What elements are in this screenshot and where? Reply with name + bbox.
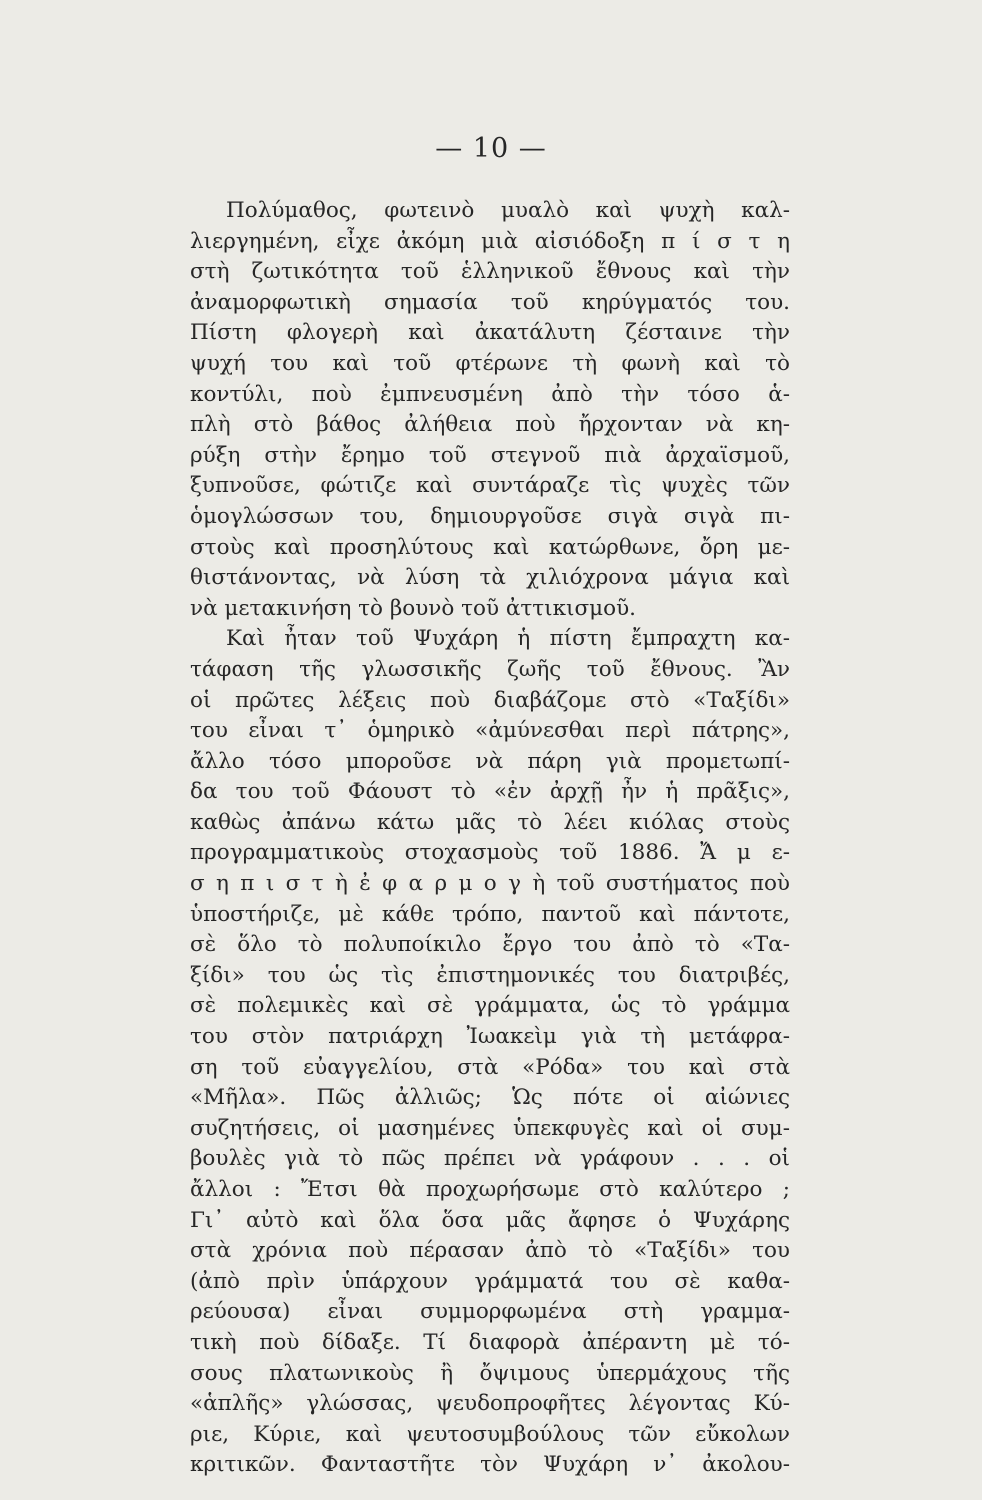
text-line: Πίστη φλογερὴ καὶ ἀκατάλυτη ζέσταινε τὴν: [190, 320, 790, 346]
text-line: λιεργημένη, εἶχε ἀκόμη μιὰ αἰσιόδοξη π ί σ τ η: [190, 228, 790, 254]
text-line: οἱ πρῶτες λέξεις ποὺ διαβάζομε στὸ «Ταξίδι»: [190, 687, 790, 713]
text-line: στὰ χρόνια ποὺ πέρασαν ἀπὸ τὸ «Ταξίδι» του: [190, 1238, 790, 1264]
text-line: σους πλατωνικοὺς ἢ ὄψιμους ὑπερμάχους τῆς: [190, 1360, 790, 1386]
text-line: τάφαση τῆς γλωσσικῆς ζωῆς τοῦ ἔθνους. Ἂν: [190, 656, 790, 682]
text-line: ὁμογλώσσων του, δημιουργοῦσε σιγὰ σιγὰ πι-: [190, 503, 790, 529]
text-line: ξίδι» του ὡς τὶς ἐπιστημονικές του διατριβές,: [190, 962, 790, 988]
text-line: στὴ ζωτικότητα τοῦ ἑλληνικοῦ ἔθνους καὶ τὴν: [190, 259, 790, 285]
text-line: ριε, Κύριε, καὶ ψευτοσυμβούλους τῶν εὔκολων: [190, 1421, 790, 1447]
text-line: ὑποστήριζε, μὲ κάθε τρόπο, παντοῦ καὶ πάντοτε,: [190, 901, 790, 927]
text-line: ρύξη στὴν ἔρημο τοῦ στεγνοῦ πιὰ ἀρχαϊσμοῦ,: [190, 442, 790, 468]
text-line: ψυχή του καὶ τοῦ φτέρωνε τὴ φωνὴ καὶ τὸ: [190, 350, 790, 376]
text-line: (ἀπὸ πρὶν ὑπάρχουν γράμματά του σὲ καθα-: [190, 1268, 790, 1294]
text-line: του εἶναι τ᾽ ὁμηρικὸ «ἀμύνεσθαι περὶ πάτρης»,: [190, 718, 790, 744]
text-line: ξυπνοῦσε, φώτιζε καὶ συντάραζε τὶς ψυχὲς τῶν: [190, 473, 790, 499]
text-line: καθὼς ἀπάνω κάτω μᾶς τὸ λέει κιόλας στοὺς: [190, 809, 790, 835]
text-line: Πολύμαθος, φωτεινὸ μυαλὸ καὶ ψυχὴ καλ-: [226, 198, 790, 223]
text-line: κριτικῶν. Φανταστῆτε τὸν Ψυχάρη ν᾽ ἀκολου-: [190, 1452, 790, 1478]
text-line: σὲ πολεμικὲς καὶ σὲ γράμματα, ὡς τὸ γράμμα: [190, 993, 790, 1019]
body-text: [190, 196, 790, 1481]
text-line: ἄλλο τόσο μποροῦσε νὰ πάρη γιὰ προμετωπί-: [190, 748, 790, 774]
text-line: συζητήσεις, οἱ μασημένες ὑπεκφυγὲς καὶ οἱ συμ-: [190, 1115, 790, 1141]
text-line: ἀναμορφωτικὴ σημασία τοῦ κηρύγματός του.: [190, 289, 790, 315]
text-line: του στὸν πατριάρχη Ἰωακεὶμ γιὰ τὴ μετάφρα-: [190, 1024, 790, 1050]
text-line: τικὴ ποὺ δίδαξε. Τί διαφορὰ ἀπέραντη μὲ τό-: [190, 1329, 790, 1355]
text-line: ρεύουσα) εἶναι συμμορφωμένα στὴ γραμμα-: [190, 1299, 790, 1325]
text-line: βουλὲς γιὰ τὸ πῶς πρέπει νὰ γράφουν . . . οἱ: [190, 1146, 790, 1172]
text-line: Γι᾽ αὐτὸ καὶ ὅλα ὅσα μᾶς ἄφησε ὁ Ψυχάρης: [190, 1207, 790, 1233]
text-line: «ἁπλῆς» γλώσσας, ψευδοπροφῆτες λέγοντας Κύ-: [190, 1391, 790, 1417]
text-line: ση τοῦ εὐαγγελίου, στὰ «Ρόδα» του καὶ στὰ: [190, 1054, 790, 1080]
text-line: σὲ ὅλο τὸ πολυποίκιλο ἔργο του ἀπὸ τὸ «Τα-: [190, 932, 790, 958]
text-line: Καὶ ἦταν τοῦ Ψυχάρη ἡ πίστη ἔμπραχτη κα-: [226, 626, 790, 652]
text-line: νὰ μετακινήση τὸ βουνὸ τοῦ ἀττικισμοῦ.: [190, 595, 636, 621]
text-line: στοὺς καὶ προσηλύτους καὶ κατώρθωνε, ὄρη με-: [190, 534, 790, 560]
text-line: «Μῆλα». Πῶς ἀλλιῶς; Ὡς πότε οἱ αἰώνιες: [190, 1085, 790, 1111]
text-line: δα του τοῦ Φάουστ τὸ «ἐν ἀρχῇ ἦν ἡ πρᾶξις»,: [190, 779, 790, 805]
text-line: προγραμματικοὺς στοχασμοὺς τοῦ 1886. Ἄ μ ε-: [190, 840, 790, 866]
text-line: θιστάνοντας, νὰ λύση τὰ χιλιόχρονα μάγια καὶ: [190, 565, 790, 591]
text-line: ἄλλοι : Ἔτσι θὰ προχωρήσωμε στὸ καλύτερο ;: [190, 1177, 790, 1202]
page-number: — 10 —: [435, 133, 547, 164]
text-line: πλὴ στὸ βάθος ἀλήθεια ποὺ ἤρχονταν νὰ κη-: [190, 412, 790, 438]
text-line: κοντύλι, ποὺ ἐμπνευσμένη ἀπὸ τὴν τόσο ἁ-: [190, 381, 790, 407]
text-line: σ η π ι σ τ ὴ ἐ φ α ρ μ ο γ ὴ τοῦ συστήματος ποὺ: [190, 871, 790, 897]
